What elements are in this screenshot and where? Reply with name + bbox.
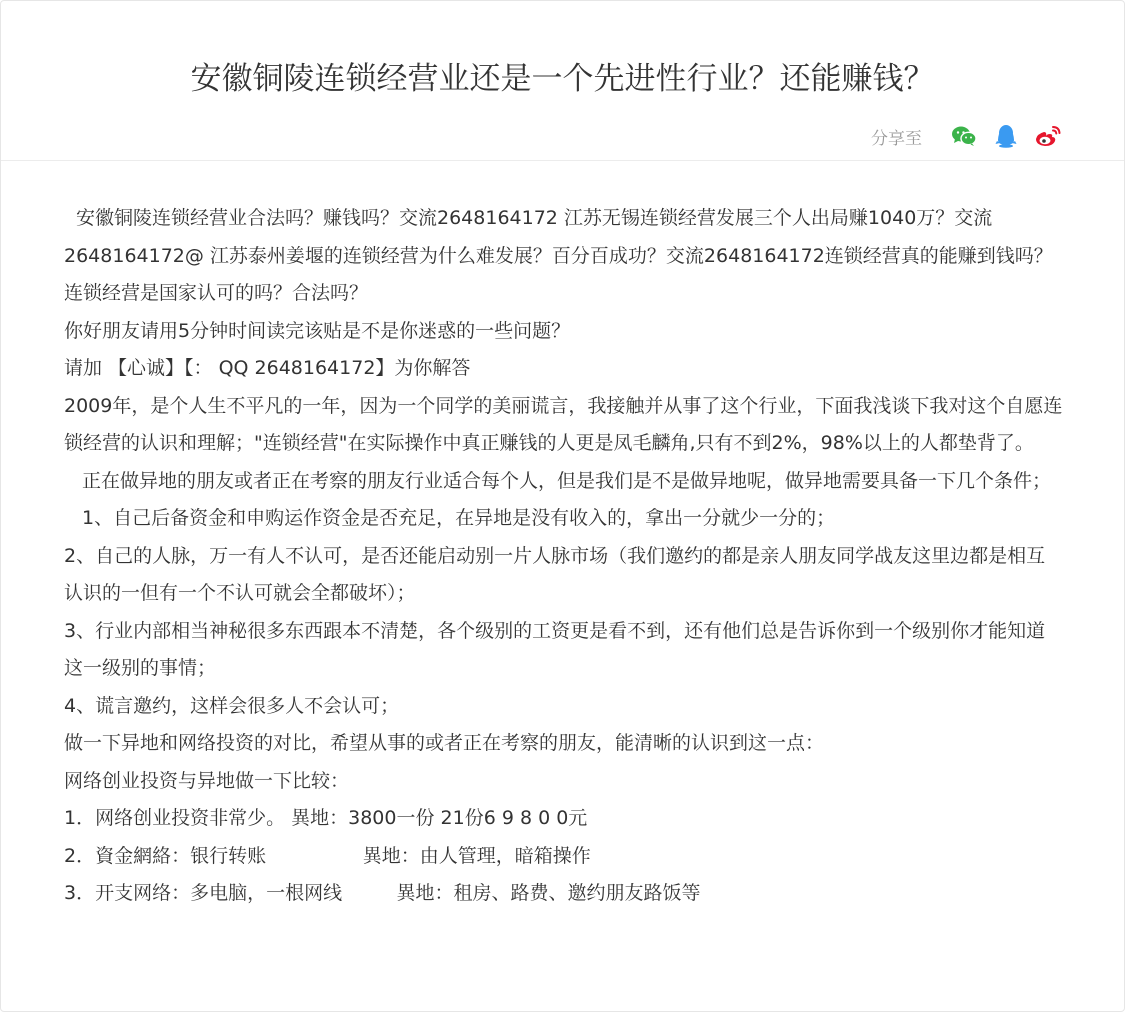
paragraph: 3、行业内部相当神秘很多东西跟本不清楚，各个级别的工资更是看不到，还有他们总是告诉你到一个级别你才能知道这一级别的事情； xyxy=(64,619,1046,679)
paragraph: 1．网络创业投资非常少。 異地：3800一份 21份6 9 8 0 0元 xyxy=(64,807,588,829)
paragraph: 连锁经营是国家认可的吗？合法吗？ xyxy=(64,282,369,304)
paragraph: 3．开支网络：多电脑，一根网线 異地：租房、路费、邀约朋友路饭等 xyxy=(64,882,701,904)
paragraph: 网络创业投资与异地做一下比较： xyxy=(64,769,350,792)
article-header xyxy=(1,1,1124,161)
share-label: 分享至 xyxy=(871,128,922,149)
paragraph: 做一下异地和网络投资的对比，希望从事的或者正在考察的朋友，能清晰的认识到这一点： xyxy=(64,732,825,754)
paragraph: 2009年，是个人生不平凡的一年，因为一个同学的美丽谎言，我接触并从事了这个行业，下面我浅谈下我对这个自愿连锁经营的认识和理解；"连锁经营"在实际操作中真正赚钱的人更是凤毛麟角,只有不到2%，98%以上的人都垫背了。 xyxy=(64,394,1063,454)
weibo-icon[interactable] xyxy=(1034,122,1062,150)
paragraph: 安徽铜陵连锁经营业合法吗？赚钱吗？交流2648164172 江苏无锡连锁经营发展三个人出局赚1040万？交流2648164172@ 江苏泰州姜堰的连锁经营为什么难发展？百分百成功？交流2648164172连锁经营真的能赚到钱吗？ xyxy=(64,207,1053,267)
paragraph: 你好朋友请用5分钟时间读完该贴是不是你迷惑的一些问题？ xyxy=(64,319,571,342)
page-title: 安徽铜陵连锁经营业还是一个先进性行业？还能赚钱？ xyxy=(190,61,935,97)
wechat-icon[interactable] xyxy=(950,122,978,150)
paragraph: 正在做异地的朋友或者正在考察的朋友行业适合每个人，但是我们是不是做异地呢，做异地需要具备一下几个条件； xyxy=(82,469,1052,492)
paragraph: 1、自己后备资金和申购运作资金是否充足，在异地是没有收入的，拿出一分就少一分的； xyxy=(82,507,836,529)
article-body xyxy=(64,200,1064,913)
paragraph: 4、谎言邀约，这样会很多人不会认可； xyxy=(64,694,400,717)
paragraph: 2、自己的人脉，万一有人不认可，是否还能启动别一片人脉市场（我们邀约的都是亲人朋友同学战友这里边都是相互认识的一但有一个不认可就会全都破坏）； xyxy=(64,544,1046,604)
qq-icon[interactable] xyxy=(992,122,1020,150)
paragraph: 2．資金網絡：银行转账 異地：由人管理，暗箱操作 xyxy=(64,844,591,867)
share-bar xyxy=(871,121,1062,151)
paragraph: 请加 【心诚】【： QQ 2648164172】为你解答 xyxy=(64,357,471,379)
